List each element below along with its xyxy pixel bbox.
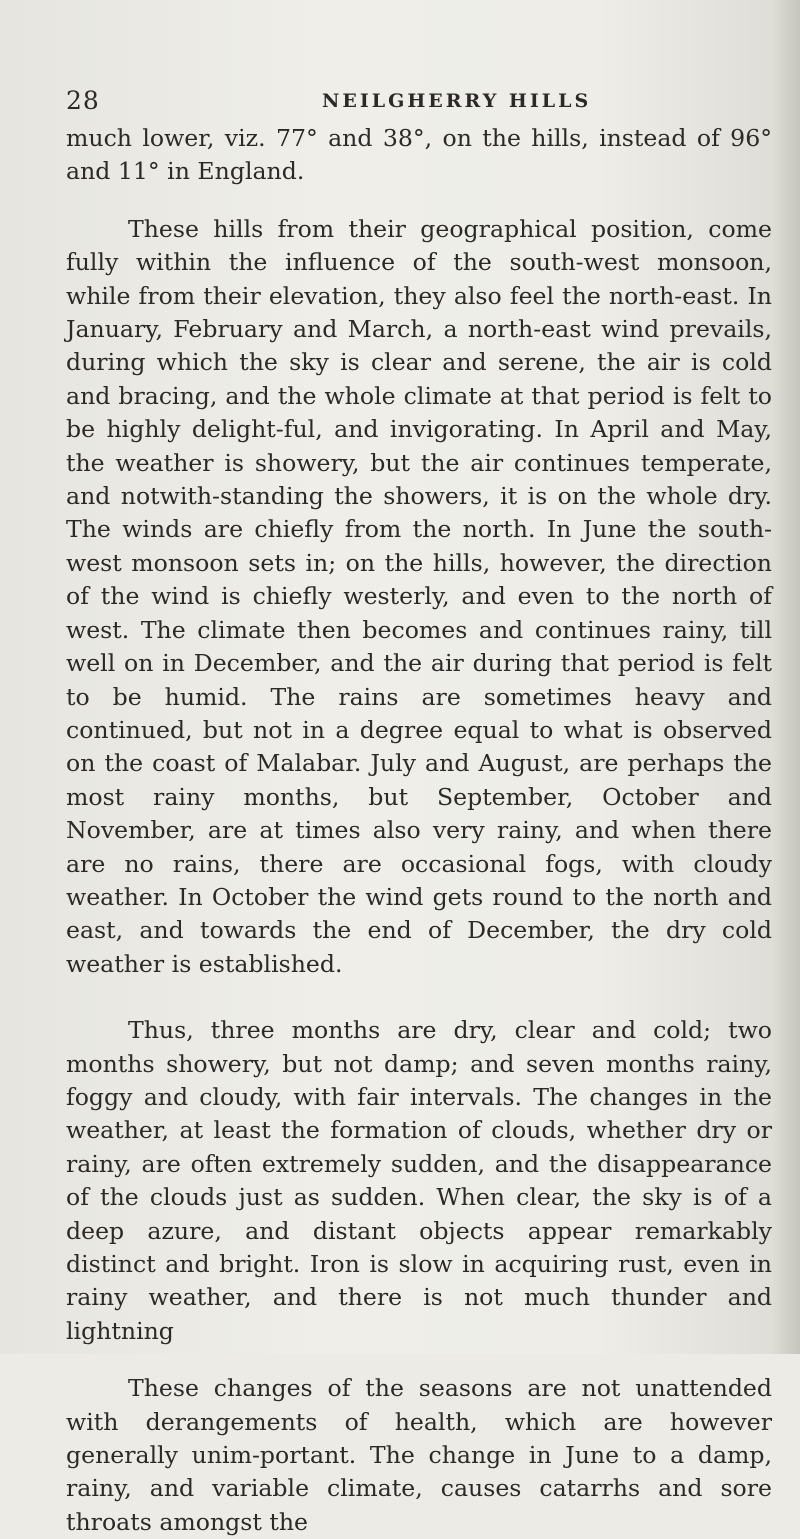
running-title: NEILGHERRY HILLS [322, 90, 592, 112]
page-edge-shadow [772, 0, 800, 1354]
paragraph-continuation: much lower, viz. 77° and 38°, on the hills, instead of 96° and 11° in England. [66, 124, 772, 186]
body-text [66, 122, 772, 1539]
page-header [66, 86, 766, 116]
paragraph-climate-seasons: These hills from their geographical position, come fully within the influence of the south-west monsoon, while from their elevation, they also feel the north-east. In January, February and March, a north-east wind prevails, during which the sky is clear and serene, the air is cold and bracing, and the whole climate at that period is felt to be highly delight-ful, and invigorating. In April and May, the weather is showery, but the air continues temperate, and notwith-standing the showers, it is on the whole dry. The winds are chiefly from the north. In June the south-west monsoon sets in; on the hills, however, the direction of the wind is chiefly westerly, and even to the north of west. The climate then becomes and continues rainy, till well on in December, and the air during that period is felt to be humid. The rains are sometimes heavy and continued, but not in a degree equal to what is observed on the coast of Malabar. July and August, are perhaps the most rainy months, but September, October and November, are at times also very rainy, and when there are no rains, there are occasional fogs, with cloudy weather. In October the wind gets round to the north and east, and towards the end of December, the dry cold weather is established. [66, 214, 772, 978]
paragraph-summary: Thus, three months are dry, clear and cold; two months showery, but not damp; and seven months rainy, foggy and cloudy, with fair intervals. The changes in the weather, at least the formation of clouds, whether dry or rainy, are often extremely sudden, and the disappearance of the clouds just as sudden. When clear, the sky is of a deep azure, and distant objects appear remarkably distinct and bright. Iron is slow in acquiring rust, even in rainy weather, and there is not much thunder and lightning [66, 1016, 772, 1345]
paragraph-health: These changes of the seasons are not unattended with derangements of health, which are however generally unim-portant. The change in June to a damp, rainy, and variable climate, causes catarrhs and sore throats amongst the [66, 1374, 772, 1536]
page-number: 28 [66, 86, 100, 115]
